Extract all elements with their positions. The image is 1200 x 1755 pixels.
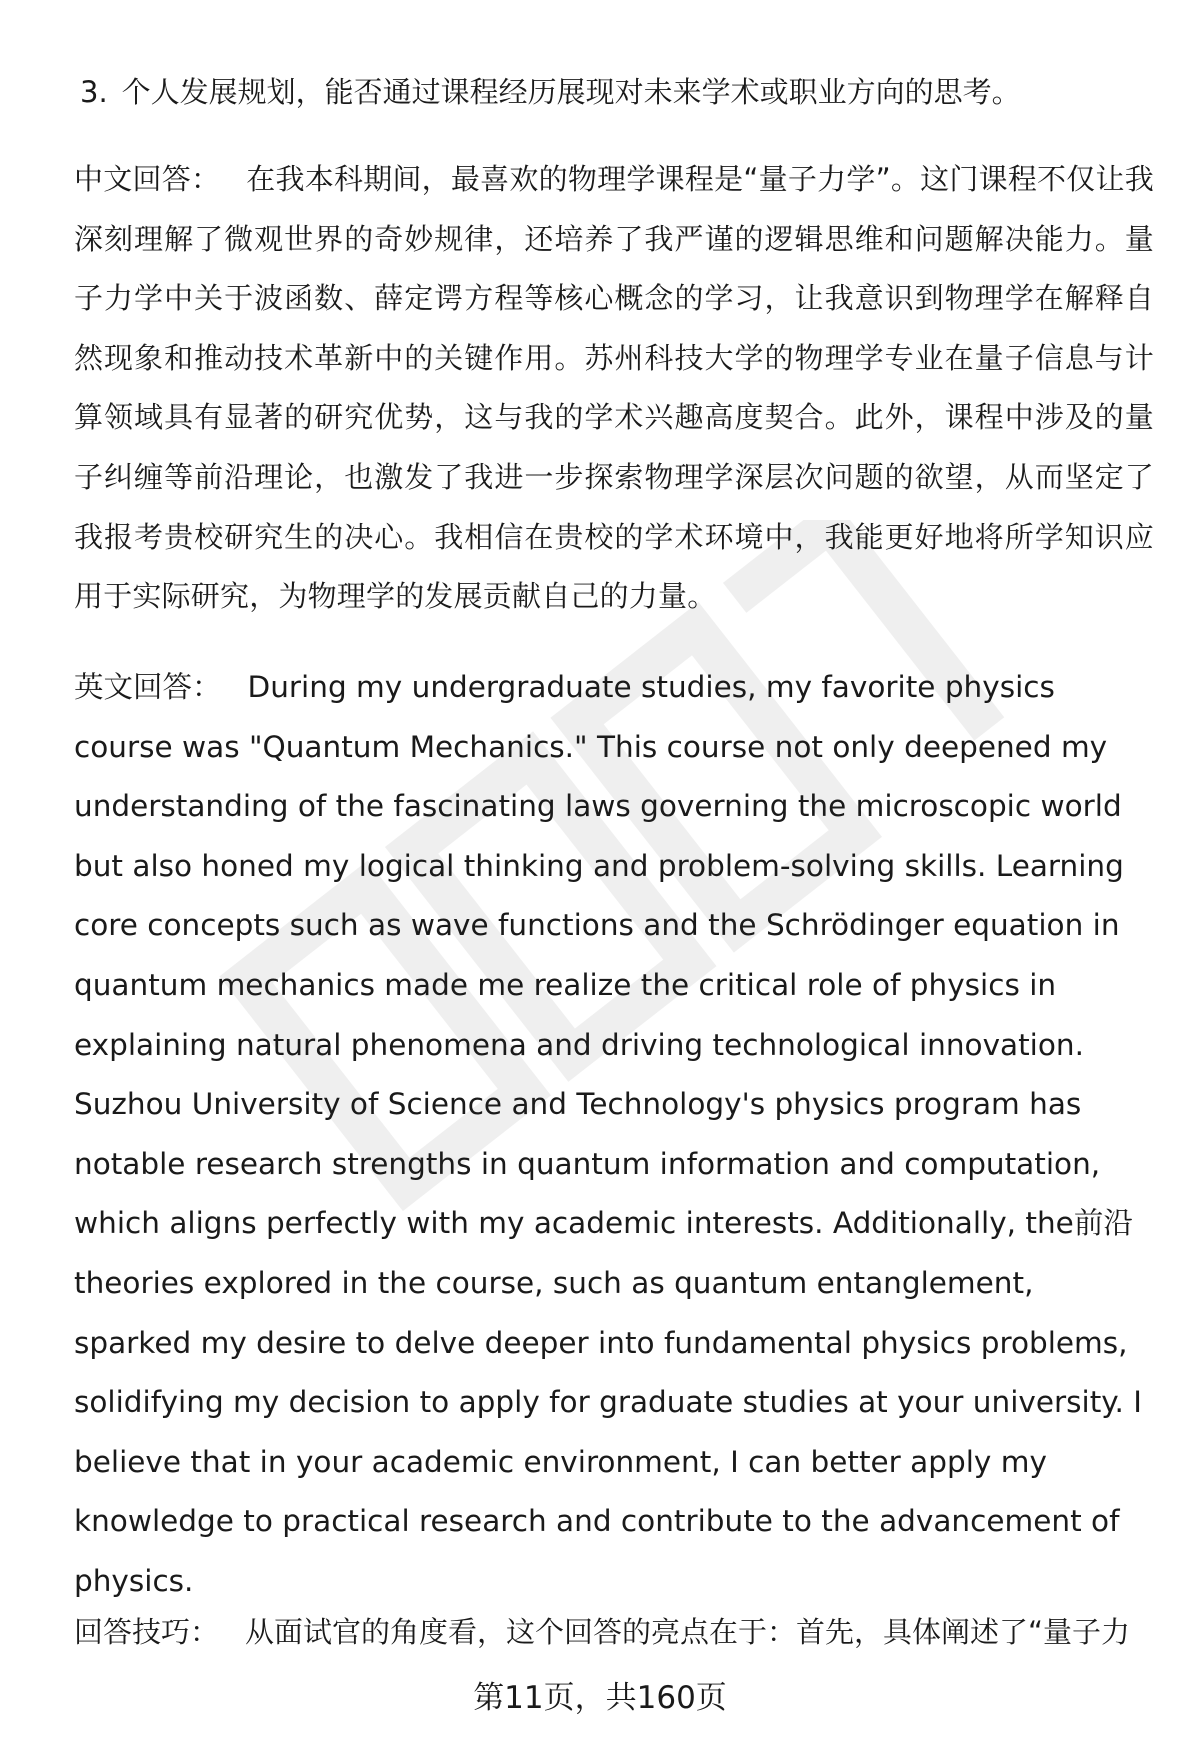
answer-tips-text: 从面试官的角度看，这个回答的亮点在于：首先，具体阐述了“量子力 [245, 1615, 1131, 1649]
list-item-text: 个人发展规划，能否通过课程经历展现对未来学术或职业方向的思考。 [121, 75, 1021, 109]
answer-tips-paragraph [74, 1603, 1154, 1663]
english-answer-label: 英文回答： [74, 670, 222, 704]
page-footer [0, 1670, 1200, 1726]
answer-tips-label: 回答技巧： [74, 1615, 220, 1649]
english-answer-paragraph [74, 658, 1154, 1612]
list-item-3 [80, 62, 1150, 122]
chinese-answer-text: 在我本科期间，最喜欢的物理学课程是“量子力学”。这门课程不仅让我深刻理解了微观世界的奇妙规律，还培养了我严谨的逻辑思维和问题解决能力。量子力学中关于波函数、薛定谔方程等核心概念的学习，让我意识到物理学在解释自然现象和推动技术革新中的关键作用。苏州科技大学的物理学专业在量子信息与计算领域具有显著的研究优势，这与我的学术兴趣高度契合。此外，课程中涉及的量子纠缠等前沿理论，也激发了我进一步探索物理学深层次问题的欲望，从而坚定了我报考贵校研究生的决心。我相信在贵校的学术环境中，我能更好地将所学知识应用于实际研究，为物理学的发展贡献自己的力量。 [74, 162, 1154, 614]
page-number: 第11页，共160页 [473, 1680, 727, 1716]
english-answer-text: During my undergraduate studies, my favorite physics course was "Quantum Mechanics." This course not only deepened my understanding of the fascinating laws governing the microscopic world but also honed my logical thinking and problem-solving skills. Learning core concepts such as wave functions and the Schrödinger equation in quantum mechanics made me realize the critical role of physics in explaining natural phenomena and driving technological innovation. Suzhou University of Science and Technology's physics program has notable research strengths in quantum information and computation, which aligns perfectly with my academic interests. Additionally, the前沿 theories explored in the course, such as quantum entanglement, sparked my desire to delve deeper into fundamental physics problems, solidifying my decision to apply for graduate studies at your university. I believe that in your academic environment, I can better apply my knowledge to practical research and contribute to the advancement of physics. [74, 670, 1142, 1598]
list-item-number: 3. [80, 75, 108, 109]
chinese-answer-paragraph [74, 150, 1154, 627]
chinese-answer-label: 中文回答： [74, 162, 221, 196]
